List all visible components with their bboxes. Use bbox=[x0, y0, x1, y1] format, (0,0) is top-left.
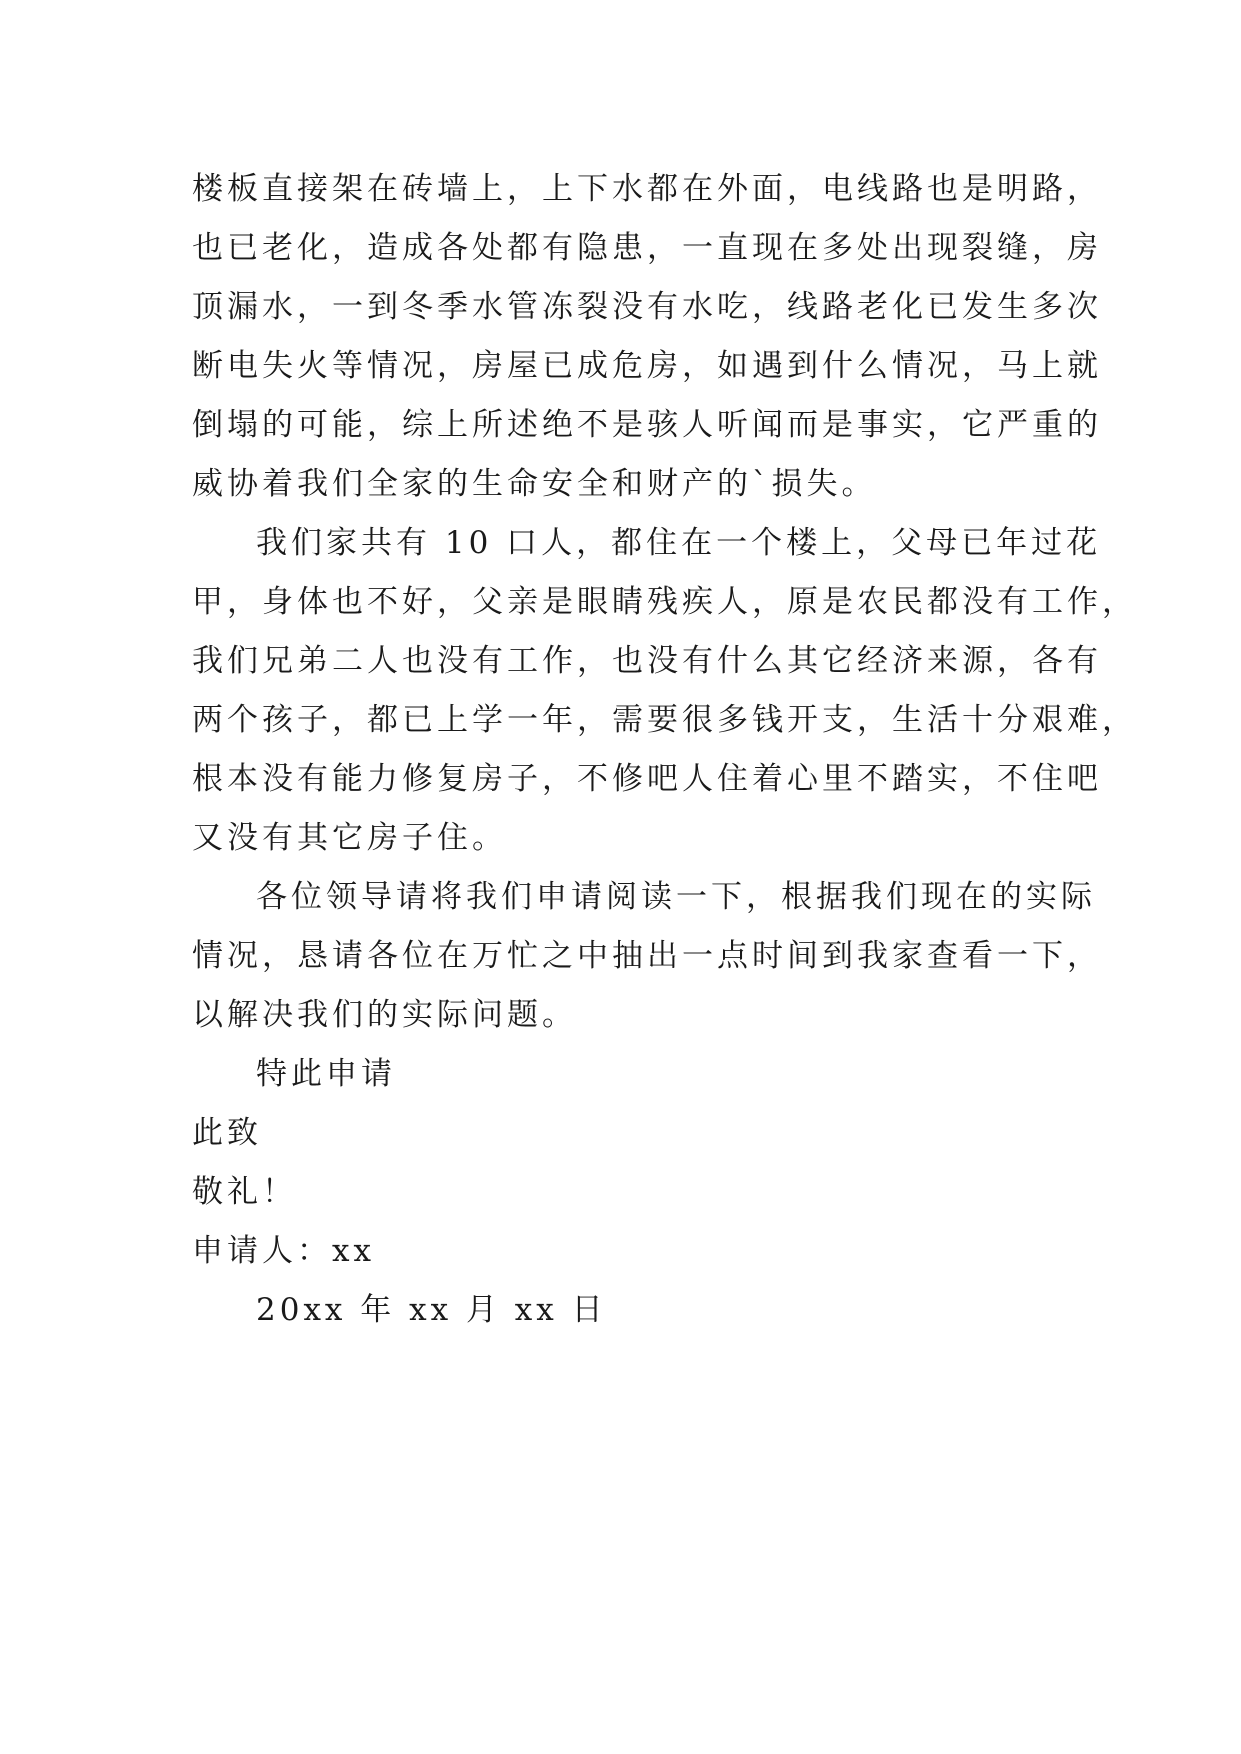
paragraph-start-line: 各位领导请将我们申请阅读一下，根据我们现在的实际 bbox=[256, 879, 1096, 915]
body-line: 以解决我们的实际问题。 bbox=[192, 997, 577, 1033]
body-line: 情况，恳请各位在万忙之中抽出一点时间到我家查看一下， bbox=[192, 938, 1102, 974]
body-line: 也已老化，造成各处都有隐患，一直现在多处出现裂缝，房 bbox=[192, 230, 1102, 266]
body-line: 楼板直接架在砖墙上，上下水都在外面，电线路也是明路， bbox=[192, 171, 1102, 207]
closing-request: 特此申请 bbox=[256, 1056, 396, 1092]
body-line: 又没有其它房子住。 bbox=[192, 820, 507, 856]
body-line: 我们兄弟二人也没有工作，也没有什么其它经济来源，各有 bbox=[192, 643, 1102, 679]
body-line: 顶漏水，一到冬季水管冻裂没有水吃，线路老化已发生多次 bbox=[192, 289, 1102, 325]
body-line: 威协着我们全家的生命安全和财产的`损失。 bbox=[192, 466, 877, 502]
salutation-ci-zhi: 此致 bbox=[192, 1115, 262, 1151]
paragraph-start-line: 我们家共有 10 口人，都住在一个楼上，父母已年过花 bbox=[256, 525, 1102, 561]
body-line: 倒塌的可能，综上所述绝不是骇人听闻而是事实，它严重的 bbox=[192, 407, 1102, 443]
letter-body bbox=[192, 160, 1137, 1340]
salutation-jing-li: 敬礼！ bbox=[192, 1174, 297, 1210]
applicant-signature: 申请人：xx bbox=[192, 1233, 375, 1269]
date-line: 20xx 年 xx 月 xx 日 bbox=[256, 1292, 607, 1328]
body-line: 两个孩子，都已上学一年，需要很多钱开支，生活十分艰难， bbox=[192, 702, 1137, 738]
body-line: 断电失火等情况，房屋已成危房，如遇到什么情况，马上就 bbox=[192, 348, 1102, 384]
body-line: 根本没有能力修复房子，不修吧人住着心里不踏实，不住吧 bbox=[192, 761, 1102, 797]
body-line: 甲，身体也不好，父亲是眼睛残疾人，原是农民都没有工作， bbox=[192, 584, 1137, 620]
